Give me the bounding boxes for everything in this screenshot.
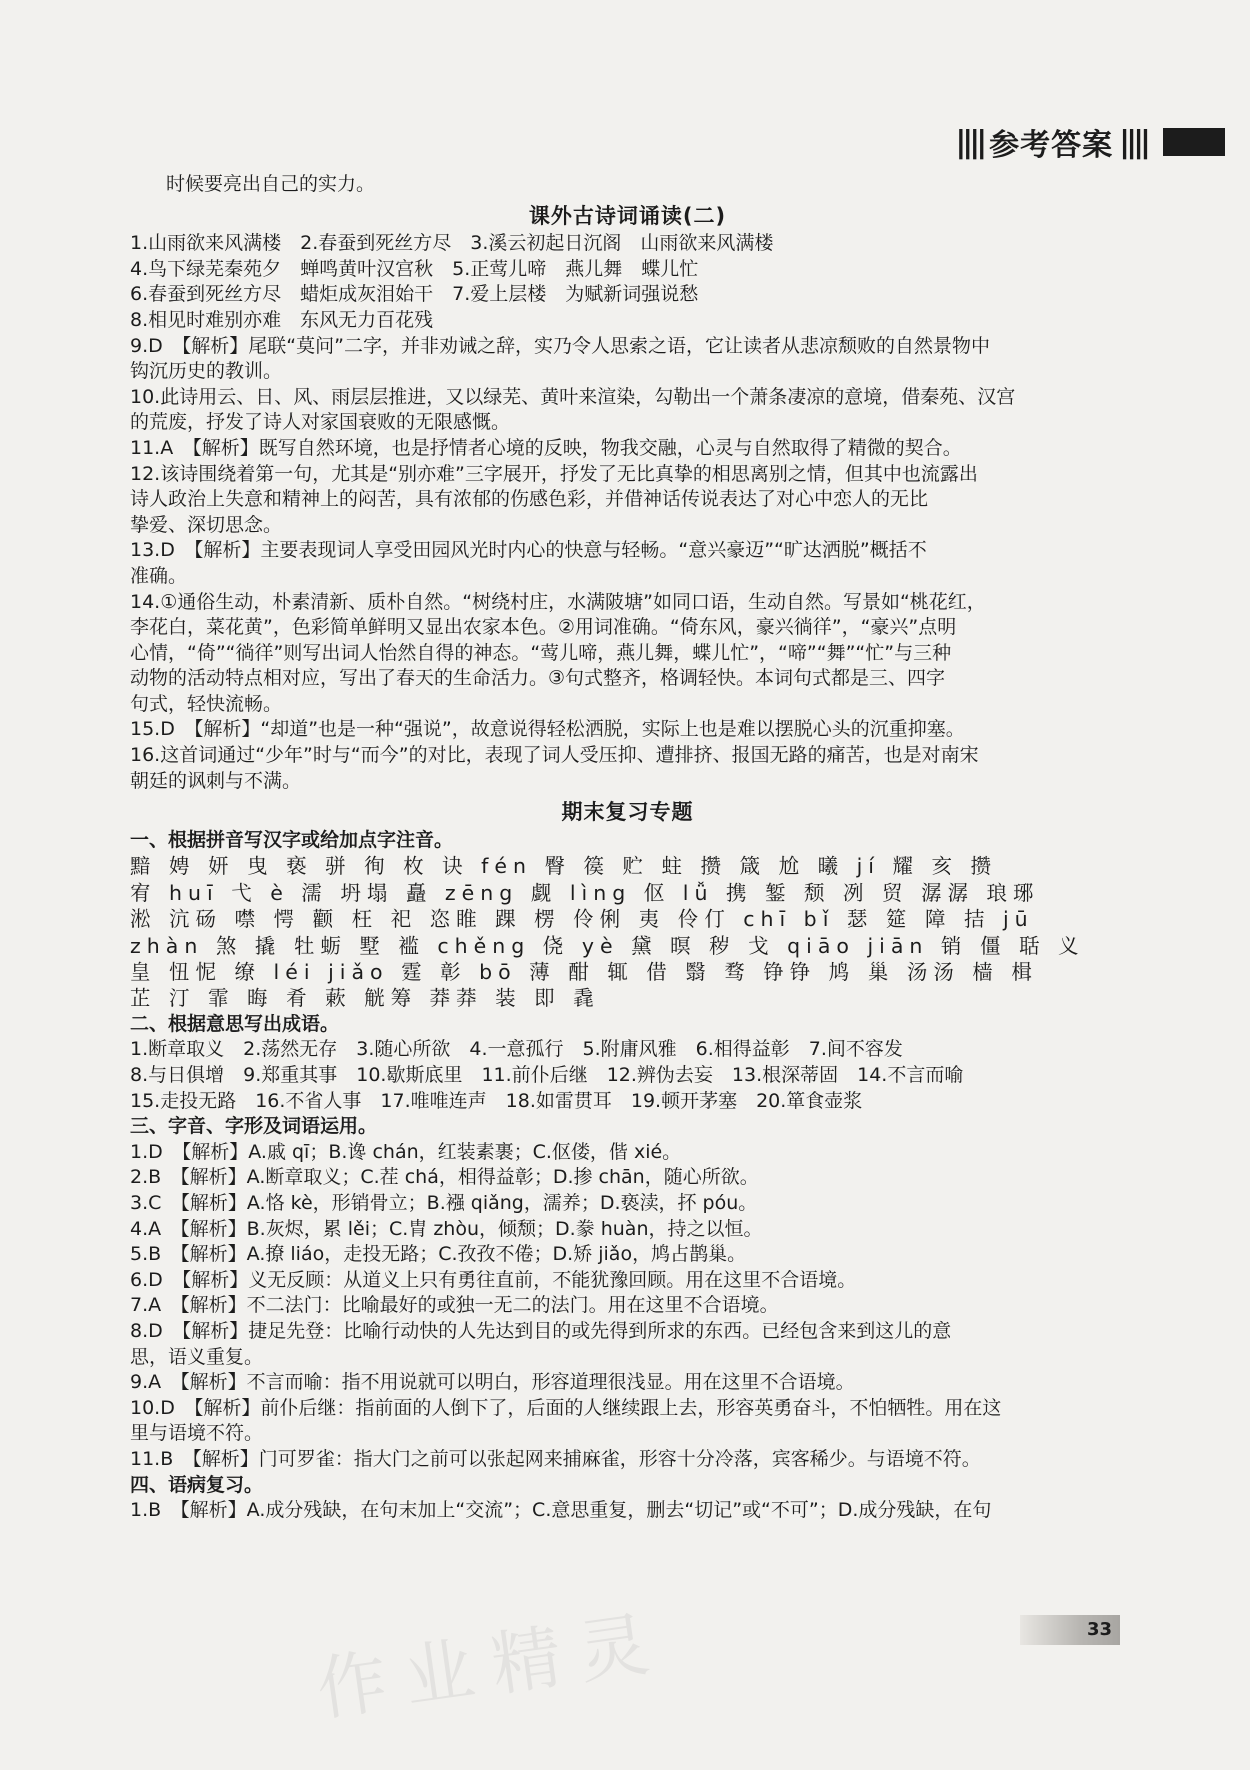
section2-title: 期末复习专题 [561, 800, 694, 825]
answer-line: 心情，“倚”“徜徉”则写出词人怡然自得的神态。“莺儿啼，燕儿舞，蝶儿忙”，“啼”“舞”“忙”与三种 [130, 641, 952, 664]
answer-line: 8.D 【解析】捷足先登：比喻行动快的人先达到目的或先得到所求的东西。已经包含来到这儿的意 [130, 1320, 952, 1342]
part1-title: 一、根据拼音写汉字或给加点字注音。 [130, 828, 454, 851]
answer-line: 14.①通俗生动，朴素清新、质朴自然。“树绕村庄，水满陂塘”如同口语，生动自然。写景如“桃花红， [130, 590, 986, 613]
page-content [130, 172, 1125, 1524]
answer-line: 1.B 【解析】A.成分残缺，在句末加上“交流”；C.意思重复，删去“切记”或“不可”；D.成分残缺，在句 [130, 1499, 992, 1522]
idiom-line: 8.与日俱增 9.郑重其事 10.歇斯底里 11.前仆后继 12.辨伪去妄 13.根深蒂固 14.不言而喻 [130, 1064, 964, 1087]
answer-line: 朝廷的讽刺与不满。 [130, 769, 302, 792]
answer-line: 动物的活动特点相对应，写出了春天的生命活力。③句式整齐，格调轻快。本词句式都是三、四字 [130, 667, 946, 690]
answer-line: 里与语境不符。 [130, 1422, 264, 1445]
header-title: 参考答案 [989, 128, 1114, 163]
pinyin-line: 黯 娉 妍 曳 亵 骈 徇 枚 诀 fén 臀 篌 贮 蛀 攒 箴 尬 曦 jí 耀 亥 攒 [130, 854, 998, 879]
answer-line: 6.春蚕到死丝方尽 蜡炬成灰泪始干 7.爱上层楼 为赋新词强说愁 [130, 283, 699, 306]
pinyin-line: 皇 忸怩 缭 léi jiǎo 霆 彰 bō 薄 酣 辄 借 翳 骛 铮铮 鸠 巢 汤汤 樯 楫 [130, 960, 1038, 985]
answer-line: 1.D 【解析】A.戚 qī；B.谗 chán，红装素裹；C.伛偻，偕 xié。 [130, 1140, 682, 1163]
answer-line: 1.山雨欲来风满楼 2.春蚕到死丝方尽 3.溪云初起日沉阁 山雨欲来风满楼 [130, 232, 774, 255]
idiom-line: 15.走投无路 16.不省人事 17.唯唯连声 18.如雷贯耳 19.顿开茅塞 20.箪食壶浆 [130, 1089, 863, 1112]
answer-line: 6.D 【解析】义无反顾：从道义上只有勇往直前，不能犹豫回顾。用在这里不合语境。 [130, 1268, 857, 1291]
answer-line: 2.B 【解析】A.断章取义；C.茬 chá，相得益彰；D.掺 chān，随心所欲。 [130, 1166, 759, 1189]
part4-title: 四、语病复习。 [130, 1473, 264, 1496]
intro-line: 时候要亮出自己的实力。 [166, 173, 376, 195]
watermark: 作业精灵 [311, 1600, 672, 1732]
answer-line: 诗人政治上失意和精神上的闷苦，具有浓郁的伤感色彩，并借神话传说表达了对心中恋人的无比 [130, 488, 929, 511]
answer-line: 句式，轻快流畅。 [130, 692, 283, 715]
answer-line: 的荒废，抒发了诗人对家国衰败的无限感慨。 [130, 411, 511, 434]
answer-line: 思，语义重复。 [130, 1345, 264, 1368]
answer-line: 11.A 【解析】既写自然环境，也是抒情者心境的反映，物我交融，心灵与自然取得了精微的契合。 [130, 436, 962, 459]
answer-line: 7.A 【解析】不二法门：比喻最好的或独一无二的法门。用在这里不合语境。 [130, 1294, 779, 1317]
answer-line: 挚爱、深切思念。 [130, 513, 283, 536]
header-bars-right: |||| [1119, 124, 1147, 160]
pinyin-line: 淞 沆砀 噤 愕 颧 枉 祀 恣睢 踝 楞 伶俐 夷 伶仃 chī bǐ 瑟 筵 障 拮 jū [130, 907, 1034, 932]
answer-line: 10.此诗用云、日、风、雨层层推进，又以绿芜、黄叶来渲染，勾勒出一个萧条凄凉的意境，借秦苑、汉宫 [130, 385, 1016, 408]
answer-line: 10.D 【解析】前仆后继：指前面的人倒下了，后面的人继续跟上去，形容英勇奋斗，不怕牺牲。用在这 [130, 1396, 1002, 1419]
header-answer-tag [949, 120, 1225, 164]
section1-title: 课外古诗词诵读(二) [528, 203, 727, 228]
answer-line: 3.C 【解析】A.恪 kè，形销骨立；B.襁 qiǎng，濡养；D.亵渎，抔 póu。 [130, 1192, 758, 1215]
section1-answers [130, 231, 1125, 794]
answer-line: 9.D 【解析】尾联“莫问”二字，并非劝诫之辞，实乃令人思索之语，它让读者从悲凉颓败的自然景物中 [130, 334, 990, 357]
page-number: 33 [1020, 1615, 1120, 1645]
answer-line: 准确。 [130, 564, 188, 587]
part3-title: 三、字音、字形及词语运用。 [130, 1115, 378, 1138]
pinyin-line: 宥 huī 弋 è 濡 坍塌 矗 zēng 觑 lìng 伛 lǚ 携 錾 颓 冽 贸 潺潺 琅琊 [130, 880, 1040, 905]
header-block [1163, 128, 1225, 156]
pinyin-line: 芷 汀 霏 晦 肴 蔌 觥筹 莽莽 装 即 毳 [130, 986, 600, 1011]
answer-line: 5.B 【解析】A.撩 liáo，走投无路；C.孜孜不倦；D.矫 jiǎo，鸠占鹊巢。 [130, 1243, 747, 1266]
answer-line: 8.相见时难别亦难 东风无力百花残 [130, 308, 434, 331]
answer-line: 13.D 【解析】主要表现词人享受田园风光时内心的快意与轻畅。“意兴豪迈”“旷达洒脱”概括不 [130, 539, 927, 562]
answer-line: 15.D 【解析】“却道”也是一种“强说”，故意说得轻松洒脱，实际上也是难以摆脱心头的沉重抑塞。 [130, 718, 965, 741]
idiom-line: 1.断章取义 2.荡然无存 3.随心所欲 4.一意孤行 5.附庸风雅 6.相得益彰 7.间不容发 [130, 1038, 903, 1061]
answer-line: 9.A 【解析】不言而喻：指不用说就可以明白，形容道理很浅显。用在这里不合语境。 [130, 1371, 855, 1394]
answer-line: 4.A 【解析】B.灰烬，累 lěi；C.胄 zhòu，倾颓；D.豢 huàn，持之以恒。 [130, 1217, 763, 1240]
answer-line: 4.鸟下绿芜秦苑夕 蝉鸣黄叶汉宫秋 5.正莺儿啼 燕儿舞 蝶儿忙 [130, 257, 699, 280]
pinyin-answers [130, 853, 1125, 1011]
part2-title: 二、根据意思写出成语。 [130, 1012, 340, 1035]
answer-line: 李花白，菜花黄”，色彩简单鲜明又显出农家本色。②用词准确。“倚东风，豪兴徜徉”，“豪兴”点明 [130, 616, 957, 639]
answer-line: 12.该诗围绕着第一句，尤其是“别亦难”三字展开，抒发了无比真挚的相思离别之情，但其中也流露出 [130, 462, 978, 485]
header-bars-left: |||| [955, 124, 984, 160]
answer-line: 16.这首词通过“少年”时与“而今”的对比，表现了词人受压抑、遭排挤、报国无路的痛苦，也是对南宋 [130, 744, 979, 767]
pinyin-line: zhàn 煞 撬 牡蛎 墅 褴 chěng 侥 yè 黛 暝 秽 戈 qiāo jiān 销 僵 聒 义 [130, 933, 1085, 958]
answer-line: 11.B 【解析】门可罗雀：指大门之前可以张起网来捕麻雀，形容十分冷落，宾客稀少。与语境不符。 [130, 1447, 981, 1470]
answer-line: 钩沉历史的教训。 [130, 360, 283, 383]
